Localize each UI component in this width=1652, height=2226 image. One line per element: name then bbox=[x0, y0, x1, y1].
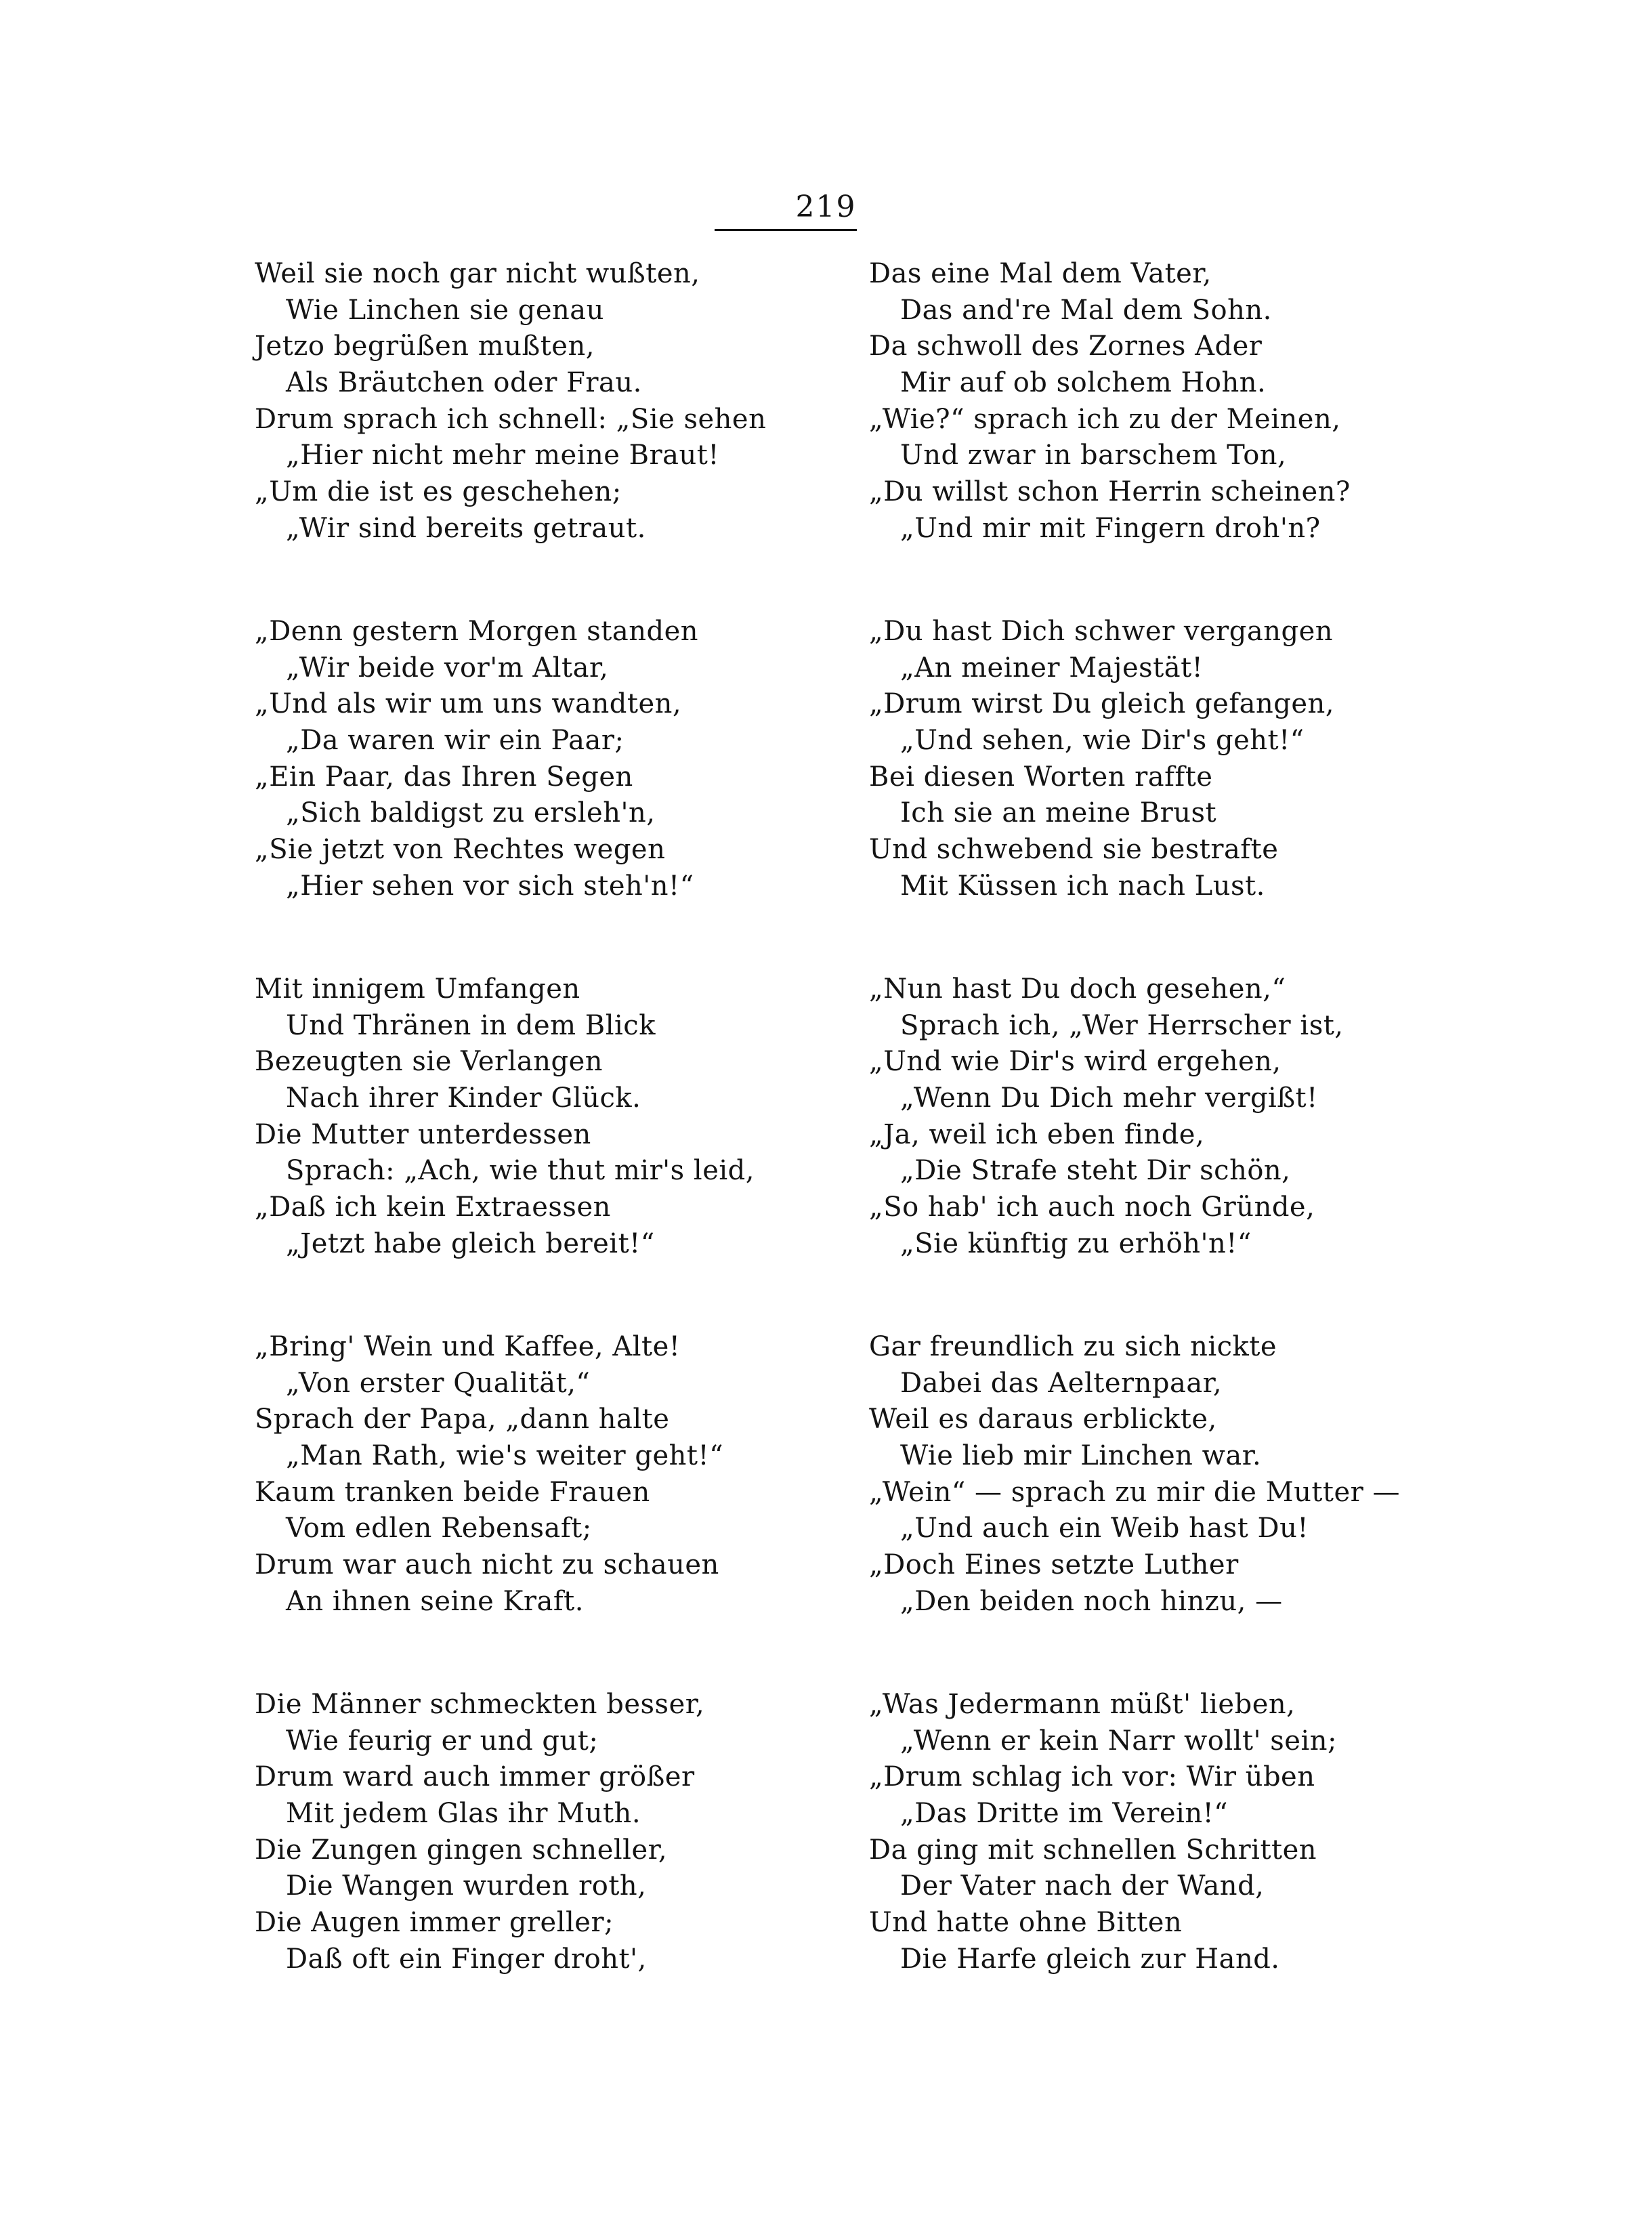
verse-line: „Und als wir um uns wandten, bbox=[255, 688, 682, 720]
verse-line: Als Bräutchen oder Frau. bbox=[286, 367, 642, 399]
stanza bbox=[255, 256, 932, 547]
verse-line: Drum war auch nicht zu schauen bbox=[255, 1549, 719, 1581]
verse-line: Nach ihrer Kinder Glück. bbox=[286, 1083, 641, 1114]
verse-line: Die Augen immer greller; bbox=[255, 1907, 614, 1939]
verse-line: Bezeugten sie Verlangen bbox=[255, 1046, 603, 1078]
verse-line: Die Wangen wurden roth, bbox=[286, 1870, 647, 1902]
stanza bbox=[255, 1329, 932, 1620]
verse-line: „Daß ich kein Extraessen bbox=[255, 1192, 611, 1223]
verse-line: Und zwar in barschem Ton, bbox=[900, 440, 1287, 471]
verse-line: Wie lieb mir Linchen war. bbox=[900, 1440, 1262, 1472]
stanza bbox=[255, 971, 932, 1263]
verse-line: „Um die ist es geschehen; bbox=[255, 476, 622, 508]
verse-line: „So hab' ich auch noch Gründe, bbox=[869, 1192, 1315, 1223]
verse-line: „Von erster Qualität,“ bbox=[286, 1367, 591, 1399]
verse-line: Das eine Mal dem Vater, bbox=[869, 258, 1212, 289]
verse-line: „Da waren wir ein Paar; bbox=[286, 725, 624, 757]
verse-line: Ich sie an meine Brust bbox=[900, 797, 1217, 829]
header-rule bbox=[715, 229, 857, 231]
verse-line: Weil sie noch gar nicht wußten, bbox=[255, 258, 700, 289]
verse-line: Mit jedem Glas ihr Muth. bbox=[286, 1798, 641, 1830]
verse-line: „An meiner Majestät! bbox=[900, 652, 1204, 684]
verse-line: „Wenn Du Dich mehr vergißt! bbox=[900, 1083, 1318, 1114]
verse-line: Die Zungen gingen schneller, bbox=[255, 1834, 668, 1866]
verse-line: „Hier sehen vor sich steh'n!“ bbox=[286, 870, 694, 902]
verse-line: „Das Dritte im Verein!“ bbox=[900, 1798, 1229, 1830]
stanza bbox=[869, 971, 1546, 1263]
verse-line: „Ein Paar, das Ihren Segen bbox=[255, 761, 633, 793]
verse-line: Die Mutter unterdessen bbox=[255, 1118, 591, 1150]
verse-line: Mir auf ob solchem Hohn. bbox=[900, 367, 1267, 399]
verse-line: „Bring' Wein und Kaffee, Alte! bbox=[255, 1331, 681, 1362]
page-number: 219 bbox=[795, 190, 857, 224]
verse-line: „Denn gestern Morgen standen bbox=[255, 616, 699, 647]
verse-line: „Drum wirst Du gleich gefangen, bbox=[869, 688, 1335, 720]
verse-line: Kaum tranken beide Frauen bbox=[255, 1476, 650, 1508]
stanza bbox=[255, 614, 932, 905]
stanza bbox=[255, 1687, 932, 1978]
verse-line: „Und sehen, wie Dir's geht!“ bbox=[900, 725, 1305, 757]
verse-line: Bei diesen Worten raffte bbox=[869, 761, 1213, 793]
verse-line: Und schwebend sie bestrafte bbox=[869, 834, 1279, 866]
verse-line: „Die Strafe steht Dir schön, bbox=[900, 1155, 1291, 1187]
verse-line: Weil es daraus erblickte, bbox=[869, 1404, 1217, 1435]
verse-line: „Wein“ — sprach zu mir die Mutter — bbox=[869, 1476, 1401, 1508]
verse-line: Sprach: „Ach, wie thut mir's leid, bbox=[286, 1155, 755, 1187]
verse-line: Vom edlen Rebensaft; bbox=[286, 1513, 592, 1545]
verse-line: Da ging mit schnellen Schritten bbox=[869, 1834, 1317, 1866]
verse-line: „Was Jedermann müßt' lieben, bbox=[869, 1689, 1296, 1720]
verse-line: „Sie künftig zu erhöh'n!“ bbox=[900, 1227, 1252, 1259]
verse-line: Sprach der Papa, „dann halte bbox=[255, 1404, 670, 1435]
verse-line: Da schwoll des Zornes Ader bbox=[869, 331, 1263, 362]
verse-line: „Und mir mit Fingern droh'n? bbox=[900, 512, 1321, 544]
verse-line: Und hatte ohne Bitten bbox=[869, 1907, 1183, 1939]
verse-line: Mit Küssen ich nach Lust. bbox=[900, 870, 1265, 902]
verse-line: Die Männer schmeckten besser, bbox=[255, 1689, 705, 1720]
verse-line: „Sich baldigst zu ersleh'n, bbox=[286, 797, 656, 829]
stanza bbox=[869, 614, 1546, 905]
verse-line: Sprach ich, „Wer Herrscher ist, bbox=[900, 1009, 1344, 1041]
verse-line: Drum sprach ich schnell: „Sie sehen bbox=[255, 403, 767, 435]
verse-line: „Wie?“ sprach ich zu der Meinen, bbox=[869, 403, 1341, 435]
verse-line: „Nun hast Du doch gesehen,“ bbox=[869, 973, 1286, 1005]
verse-line: „Ja, weil ich eben finde, bbox=[869, 1118, 1205, 1150]
verse-line: „Drum schlag ich vor: Wir üben bbox=[869, 1761, 1315, 1793]
verse-line: „Wir sind bereits getraut. bbox=[286, 512, 646, 544]
verse-line: „Du hast Dich schwer vergangen bbox=[869, 616, 1334, 647]
stanza bbox=[869, 256, 1546, 547]
verse-line: „Du willst schon Herrin scheinen? bbox=[869, 476, 1351, 508]
verse-line: Dabei das Aelternpaar, bbox=[900, 1367, 1223, 1399]
verse-line: „Jetzt habe gleich bereit!“ bbox=[286, 1227, 655, 1259]
verse-line: An ihnen seine Kraft. bbox=[286, 1585, 584, 1617]
verse-line: Die Harfe gleich zur Hand. bbox=[900, 1943, 1280, 1975]
verse-line: Das and're Mal dem Sohn. bbox=[900, 294, 1272, 326]
verse-line: Drum ward auch immer größer bbox=[255, 1761, 695, 1793]
verse-line: „Doch Eines setzte Luther bbox=[869, 1549, 1239, 1581]
verse-line: Daß oft ein Finger droht', bbox=[286, 1943, 647, 1975]
verse-line: Gar freundlich zu sich nickte bbox=[869, 1331, 1277, 1362]
verse-line: „Wenn er kein Narr wollt' sein; bbox=[900, 1725, 1337, 1757]
verse-line: „Man Rath, wie's weiter geht!“ bbox=[286, 1440, 724, 1472]
verse-line: „Und wie Dir's wird ergehen, bbox=[869, 1046, 1282, 1078]
verse-line: Der Vater nach der Wand, bbox=[900, 1870, 1265, 1902]
verse-line: „Sie jetzt von Rechtes wegen bbox=[255, 834, 666, 866]
verse-line: Wie feurig er und gut; bbox=[286, 1725, 599, 1757]
verse-line: „Und auch ein Weib hast Du! bbox=[900, 1513, 1309, 1545]
verse-line: „Wir beide vor'm Altar, bbox=[286, 652, 609, 684]
verse-line: Mit innigem Umfangen bbox=[255, 973, 580, 1005]
verse-line: Und Thränen in dem Blick bbox=[286, 1009, 656, 1041]
verse-line: „Hier nicht mehr meine Braut! bbox=[286, 440, 719, 471]
verse-line: „Den beiden noch hinzu, — bbox=[900, 1585, 1283, 1617]
verse-line: Jetzo begrüßen mußten, bbox=[255, 331, 595, 362]
stanza bbox=[869, 1687, 1546, 1978]
verse-line: Wie Linchen sie genau bbox=[286, 294, 604, 326]
stanza bbox=[869, 1329, 1546, 1620]
